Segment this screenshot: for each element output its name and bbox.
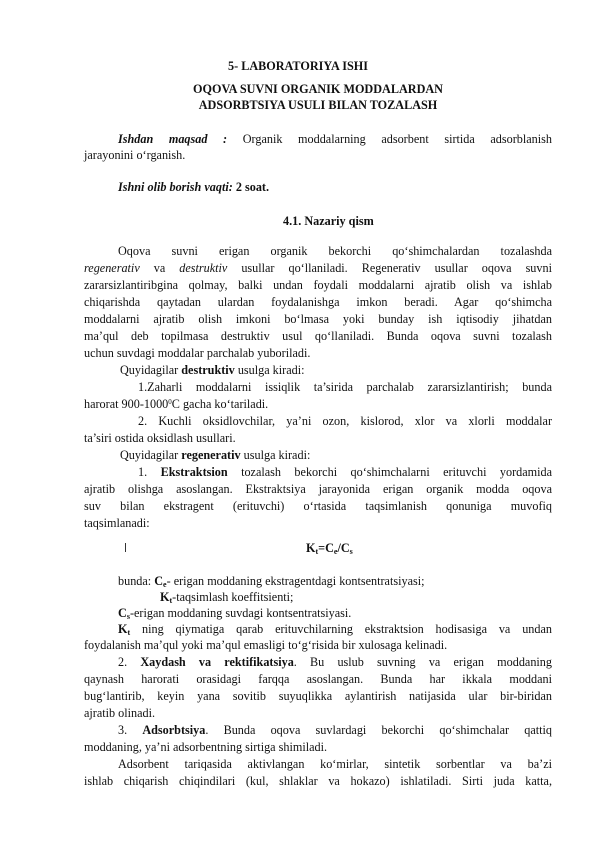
goal-text: Organik moddalarning adsorbent sirtida adsorblanish <box>227 132 553 146</box>
destruktiv-intro <box>120 363 305 378</box>
def-symbol: C <box>118 606 127 620</box>
kt-explanation-line1 <box>118 622 552 637</box>
regenerativ-item1-line3: suv bilan ekstragent (erituvchi) o‘rtasida taqsimlanish qonuniga muvofiq <box>84 499 552 513</box>
def-subscript: t <box>169 596 173 605</box>
definition-kt <box>160 590 293 605</box>
destruktiv-item1-line1: 1.Zaharli moddalarni issiqlik ta’sirida parchalab zararsizlantirish; bunda <box>138 380 552 394</box>
def-text: -taqsimlash koeffitsienti; <box>172 590 294 604</box>
destr-intro-post: usulga kiradi: <box>234 363 305 377</box>
item-number: 1. <box>138 465 161 479</box>
formula-k-sub: t <box>315 547 319 556</box>
formula-eq: =C <box>318 541 334 555</box>
goal-label: Ishdan maqsad : <box>118 132 228 146</box>
def-symbol: K <box>118 622 128 636</box>
formula-slash: /C <box>337 541 350 555</box>
def-prefix: bunda: <box>118 574 155 588</box>
destruktiv-item2-line2: ta’siri ostida oksidlash usullari. <box>84 431 236 445</box>
adsorbtsiya-line4: ishlab chiqarish chiqindilari (kul, shlaklar va hokazo) ishlatiladi. Sirti juda katta, <box>84 774 552 788</box>
time-value: 2 soat. <box>232 180 270 194</box>
destr-intro-bold: destruktiv <box>181 363 235 377</box>
destruktiv-item1-line2 <box>84 397 268 412</box>
def-symbol: C <box>154 574 164 588</box>
regen-intro-bold: regenerativ <box>181 448 241 462</box>
regenerativ-item1-line1 <box>138 465 552 480</box>
time-label: Ishni olib borish vaqti: <box>118 180 233 194</box>
adsorbtsiya-line3: Adsorbent tariqasida aktivlangan ko‘mirlar, sintetik sorbentlar va ba’zi <box>118 757 552 771</box>
def-symbol: K <box>160 590 170 604</box>
adsorbtsiya-line1 <box>118 723 552 738</box>
para1-line3: zararsizlantiribgina qolmay, balki undan foydali moddalarni ajratib olish va ishlab <box>84 278 552 292</box>
term-regenerativ: regenerativ <box>84 261 140 275</box>
xaydash-line4: ajratib olinadi. <box>84 706 156 720</box>
xaydash-line3: bug‘lantirib, keyin yana sovitib suyuqlikka aylantirish natijasida ular bir-biridan <box>84 689 552 703</box>
regenerativ-intro <box>120 448 310 463</box>
topic-title-line2: ADSORBTSIYA USULI BILAN TOZALASH <box>198 98 438 112</box>
def-text: - erigan moddaning ekstragentdagi kontsentratsiyasi; <box>166 574 425 588</box>
formula-e-sub: e <box>333 547 338 556</box>
xaydash-line2: qaynash harorati orasidagi farqqa asoslangan. Bunda har ikkala moddani <box>84 672 552 686</box>
item-text: . Bu uslub suvning va erigan moddaning <box>293 655 552 669</box>
para1-text: usullar qo‘llaniladi. Regenerativ usullar oqova suvni <box>227 261 552 275</box>
item-text: tozalash bekorchi qo‘shimchalarni erituvchi yordamida <box>227 465 553 479</box>
kt-explanation-line2: foydalanish ma’qul yoki ma’qul emasligi to‘g‘risida bir xulosaga kelinadi. <box>84 638 448 652</box>
goal-line2: jarayonini o‘rganish. <box>84 148 186 162</box>
def-subscript: s <box>126 612 130 621</box>
regenerativ-item1-line4: taqsimlanadi: <box>84 516 150 530</box>
term-xaydash: Xaydash va rektifikatsiya <box>140 655 294 669</box>
time-line <box>118 180 269 195</box>
para1-line5: moddalarni ajratib olish imkoni bo‘lmasa yoki bunday ish iqtisodiy jihatdan <box>84 312 552 326</box>
item-number: 2. <box>118 655 141 669</box>
item-text: . Bunda oqova suvlardagi bekorchi qo‘shimchalar qattiq <box>205 723 553 737</box>
regen-intro-pre: Quyidagilar <box>120 448 182 462</box>
goal-line1 <box>118 132 552 147</box>
destruktiv-item2-line1: 2. Kuchli oksidlovchilar, ya’ni ozon, kislorod, xlor va xlorli moddalar <box>138 414 552 428</box>
para1-line4: chiqarishda qaytadan ulardan foydalanishga imkon beradi. Agar qo‘shimcha <box>84 295 552 309</box>
adsorbtsiya-line2: moddaning, ya’ni adsorbentning sirtiga shimiladi. <box>84 740 328 754</box>
term-adsorbtsiya: Adsorbtsiya <box>142 723 206 737</box>
term-ekstraktsion: Ekstraktsion <box>160 465 228 479</box>
degree-superscript: 0 <box>168 398 172 406</box>
para1-line7: uchun suvdagi moddalar parchalab yuboriladi. <box>84 346 311 360</box>
definition-ce <box>118 574 425 589</box>
item-number: 3. <box>118 723 143 737</box>
destr-temp-text: harorat 900-1000 <box>84 397 169 411</box>
para1-text: va <box>139 261 180 275</box>
section-title: 4.1. Nazariy qism <box>283 214 374 228</box>
para1-line1: Oqova suvni erigan organik bekorchi qo‘shimchalardan tozalashda <box>118 244 552 258</box>
lab-title: 5- LABORATORIYA ISHI <box>228 59 368 73</box>
formula-k: K <box>306 541 316 555</box>
para1-line6: ma’qul deb topilmasa destruktiv usul qo‘llaniladi. Bunda oqova suvni tozalash <box>84 329 552 343</box>
regen-intro-post: usulga kiradi: <box>240 448 311 462</box>
para1-line2 <box>84 261 552 276</box>
destr-intro-pre: Quyidagilar <box>120 363 182 377</box>
def-subscript: t <box>127 628 131 637</box>
def-text: -erigan moddaning suvdagi kontsentratsiyasi. <box>129 606 352 620</box>
destr-temp-unit: C gacha ko‘tariladi. <box>171 397 269 411</box>
xaydash-line1 <box>118 655 552 670</box>
term-destruktiv: destruktiv <box>179 261 228 275</box>
margin-mark <box>125 543 126 552</box>
def-text: ning qiymatiga qarab erituvchilarning ekstraktsion hodisasiga va undan <box>130 622 552 636</box>
definition-cs <box>118 606 351 621</box>
regenerativ-item1-line2: ajratib olishga asoslangan. Ekstraktsiya jarayonida erigan organik modda oqova <box>84 482 552 496</box>
formula-s-sub: s <box>349 547 353 556</box>
formula-kt <box>306 541 353 556</box>
topic-title-line1: OQOVA SUVNI ORGANIK MODDALARDAN <box>193 82 443 96</box>
def-subscript: e <box>163 580 167 589</box>
